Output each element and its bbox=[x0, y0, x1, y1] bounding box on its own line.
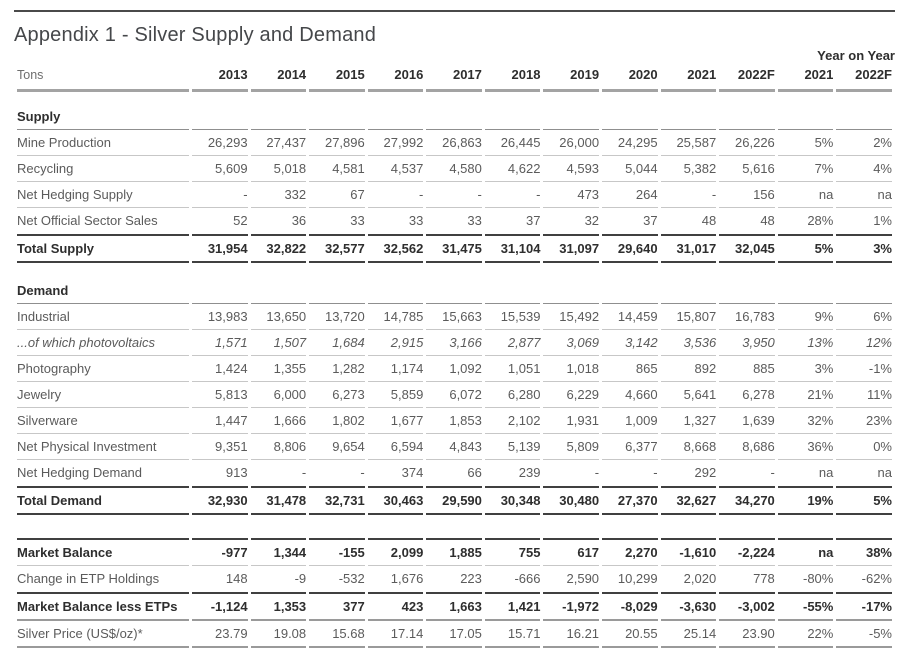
section-title: Supply bbox=[17, 103, 189, 130]
spacer-cell bbox=[17, 263, 892, 277]
value-cell: 3% bbox=[778, 356, 834, 382]
value-cell: 5,813 bbox=[192, 382, 248, 408]
value-cell: 30,480 bbox=[543, 486, 599, 515]
value-cell: 19.08 bbox=[251, 621, 307, 648]
section-header-cell bbox=[602, 103, 658, 130]
column-header-year: 2015 bbox=[309, 63, 365, 92]
value-cell: 16.21 bbox=[543, 621, 599, 648]
value-cell: 6,278 bbox=[719, 382, 775, 408]
section-header-cell bbox=[543, 277, 599, 304]
value-cell: 865 bbox=[602, 356, 658, 382]
value-cell: -55% bbox=[778, 592, 834, 621]
value-cell: -1,124 bbox=[192, 592, 248, 621]
value-cell: -532 bbox=[338, 571, 365, 586]
value-cell: 2,020 bbox=[683, 571, 717, 586]
value-cell: 15,663 bbox=[426, 304, 482, 330]
value-cell: 4,581 bbox=[309, 156, 365, 182]
value-cell: 617 bbox=[543, 538, 599, 566]
spacer-cell bbox=[17, 515, 892, 538]
value-cell: 8,668 bbox=[661, 434, 717, 460]
value-cell: 37 bbox=[526, 213, 541, 228]
value-cell: 1,571 bbox=[192, 330, 248, 356]
value-cell: 885 bbox=[719, 356, 775, 382]
value-cell: 48 bbox=[760, 213, 775, 228]
value-cell: 1,353 bbox=[251, 592, 307, 621]
table-row bbox=[17, 156, 892, 182]
value-cell: 19% bbox=[778, 486, 834, 515]
value-cell: -80% bbox=[803, 571, 834, 586]
table-row bbox=[17, 434, 892, 460]
value-cell: 31,104 bbox=[485, 234, 541, 263]
value-cell: 31,097 bbox=[543, 234, 599, 263]
value-cell: 32,627 bbox=[661, 486, 717, 515]
value-cell: -1% bbox=[836, 356, 892, 382]
value-cell: 5,809 bbox=[543, 434, 599, 460]
value-cell: 22% bbox=[778, 621, 834, 648]
value-cell: 31,017 bbox=[661, 234, 717, 263]
value-cell: 3,536 bbox=[661, 330, 717, 356]
value-cell: 5% bbox=[836, 486, 892, 515]
column-header-year: 2018 bbox=[485, 63, 541, 92]
value-cell: -3,630 bbox=[661, 592, 717, 621]
value-cell: 6,072 bbox=[426, 382, 482, 408]
column-header-year: 2019 bbox=[543, 63, 599, 92]
value-cell: -17% bbox=[836, 592, 892, 621]
value-cell: 32,562 bbox=[368, 234, 424, 263]
value-cell: 239 bbox=[518, 465, 541, 480]
value-cell: - bbox=[360, 465, 365, 480]
value-cell: 6,594 bbox=[368, 434, 424, 460]
value-cell: 1,677 bbox=[368, 408, 424, 434]
table-row bbox=[17, 208, 892, 234]
table-row bbox=[17, 182, 892, 208]
value-cell: 32,045 bbox=[719, 234, 775, 263]
spacer-row bbox=[17, 263, 892, 277]
value-cell: -9 bbox=[294, 571, 307, 586]
value-cell: 4,660 bbox=[602, 382, 658, 408]
value-cell: 25,587 bbox=[661, 130, 717, 156]
year-on-year-label: Year on Year bbox=[817, 48, 895, 63]
value-cell: 34,270 bbox=[719, 486, 775, 515]
value-cell: 23.90 bbox=[719, 621, 775, 648]
value-cell: 1,931 bbox=[543, 408, 599, 434]
column-header-year: 2020 bbox=[602, 63, 658, 92]
column-header-year: 2022F bbox=[719, 63, 775, 92]
row-label: Net Hedging Demand bbox=[17, 465, 143, 480]
value-cell: 9,351 bbox=[192, 434, 248, 460]
value-cell: 16,783 bbox=[719, 304, 775, 330]
row-label: Net Physical Investment bbox=[17, 434, 189, 460]
page-title: Appendix 1 - Silver Supply and Demand bbox=[14, 24, 377, 46]
section-header-cell bbox=[485, 277, 541, 304]
value-cell: 1,802 bbox=[309, 408, 365, 434]
value-cell: 11% bbox=[836, 382, 892, 408]
value-cell: 473 bbox=[543, 182, 599, 208]
row-label: Photography bbox=[17, 356, 189, 382]
value-cell: 36% bbox=[778, 434, 834, 460]
value-cell: 12% bbox=[836, 330, 892, 356]
value-cell: 26,000 bbox=[543, 130, 599, 156]
value-cell: 37 bbox=[643, 213, 658, 228]
value-cell: 17.05 bbox=[426, 621, 482, 648]
value-cell: - bbox=[426, 182, 482, 208]
value-cell: 30,348 bbox=[485, 486, 541, 515]
value-cell: 1,853 bbox=[426, 408, 482, 434]
section-header-cell bbox=[192, 277, 248, 304]
top-rule bbox=[14, 10, 895, 12]
table-row bbox=[17, 592, 892, 621]
value-cell: 4% bbox=[836, 156, 892, 182]
supply-demand-table bbox=[14, 63, 895, 648]
section-header-cell bbox=[251, 103, 307, 130]
value-cell: - bbox=[653, 465, 658, 480]
value-cell: 2,270 bbox=[602, 538, 658, 566]
value-cell: 5,044 bbox=[602, 156, 658, 182]
value-cell: 5,641 bbox=[661, 382, 717, 408]
column-header-year: 2014 bbox=[251, 63, 307, 92]
section-header-cell bbox=[426, 277, 482, 304]
value-cell: 1,355 bbox=[251, 356, 307, 382]
value-cell: 15.71 bbox=[485, 621, 541, 648]
row-label: Change in ETP Holdings bbox=[17, 571, 160, 586]
value-cell: 423 bbox=[368, 592, 424, 621]
section-header-cell bbox=[485, 103, 541, 130]
value-cell: 2,915 bbox=[368, 330, 424, 356]
value-cell: -2,224 bbox=[719, 538, 775, 566]
value-cell: 15.68 bbox=[309, 621, 365, 648]
value-cell: -155 bbox=[309, 538, 365, 566]
row-label: Total Supply bbox=[17, 234, 189, 263]
section-header-cell bbox=[719, 277, 775, 304]
table-row bbox=[17, 460, 892, 486]
value-cell: 30,463 bbox=[368, 486, 424, 515]
value-cell: 2,102 bbox=[485, 408, 541, 434]
value-cell: 6,280 bbox=[485, 382, 541, 408]
section-header-cell bbox=[836, 103, 892, 130]
value-cell: 52 bbox=[233, 213, 248, 228]
value-cell: 1,327 bbox=[661, 408, 717, 434]
value-cell: 778 bbox=[753, 571, 775, 586]
value-cell: 20.55 bbox=[602, 621, 658, 648]
table-row bbox=[17, 382, 892, 408]
value-cell: na bbox=[818, 465, 834, 480]
value-cell: - bbox=[661, 182, 717, 208]
column-header-year: 2022F bbox=[836, 63, 892, 92]
value-cell: - bbox=[301, 465, 307, 480]
section-title: Demand bbox=[17, 277, 189, 304]
value-cell: - bbox=[192, 182, 248, 208]
value-cell: 66 bbox=[467, 465, 482, 480]
value-cell: 1,051 bbox=[485, 356, 541, 382]
spacer-cell bbox=[17, 92, 892, 103]
row-label: Market Balance bbox=[17, 538, 189, 566]
value-cell: 31,475 bbox=[426, 234, 482, 263]
section-header-cell bbox=[251, 277, 307, 304]
value-cell: 48 bbox=[701, 213, 717, 228]
row-label: Mine Production bbox=[17, 130, 189, 156]
value-cell: 374 bbox=[401, 465, 424, 480]
value-cell: 3,950 bbox=[719, 330, 775, 356]
value-cell: 4,622 bbox=[485, 156, 541, 182]
column-header-tons: Tons bbox=[17, 63, 189, 92]
value-cell: 4,537 bbox=[368, 156, 424, 182]
value-cell: - bbox=[594, 465, 600, 480]
row-label: Recycling bbox=[17, 156, 189, 182]
row-label: Industrial bbox=[17, 304, 189, 330]
spacer-row bbox=[17, 515, 892, 538]
table-row bbox=[17, 538, 892, 566]
section-header-cell bbox=[309, 277, 365, 304]
table-row bbox=[17, 234, 892, 263]
value-cell: 9,654 bbox=[309, 434, 365, 460]
value-cell: 36 bbox=[291, 213, 307, 228]
value-cell: 1,447 bbox=[192, 408, 248, 434]
value-cell: 1,344 bbox=[251, 538, 307, 566]
value-cell: 25.14 bbox=[661, 621, 717, 648]
table-row bbox=[17, 304, 892, 330]
value-cell: -3,002 bbox=[719, 592, 775, 621]
value-cell: 148 bbox=[225, 571, 248, 586]
table-row bbox=[17, 356, 892, 382]
value-cell: 4,593 bbox=[543, 156, 599, 182]
value-cell: 5,859 bbox=[368, 382, 424, 408]
value-cell: 23.79 bbox=[192, 621, 248, 648]
value-cell: -666 bbox=[514, 571, 541, 586]
value-cell: 5,018 bbox=[251, 156, 307, 182]
value-cell: 33 bbox=[408, 213, 424, 228]
value-cell: - bbox=[485, 182, 541, 208]
table-row bbox=[17, 130, 892, 156]
value-cell: 1,424 bbox=[192, 356, 248, 382]
value-cell: -1,972 bbox=[543, 592, 599, 621]
value-cell: 2,877 bbox=[485, 330, 541, 356]
value-cell: 223 bbox=[460, 571, 482, 586]
column-header-year: 2021 bbox=[661, 63, 717, 92]
value-cell: 14,785 bbox=[368, 304, 424, 330]
row-label: Silverware bbox=[17, 408, 189, 434]
value-cell: 1,676 bbox=[390, 571, 424, 586]
value-cell: 1,666 bbox=[251, 408, 307, 434]
section-header-cell bbox=[368, 103, 424, 130]
section-header-cell bbox=[778, 103, 834, 130]
row-label: ...of which photovoltaics bbox=[17, 330, 189, 356]
value-cell: 1,282 bbox=[309, 356, 365, 382]
value-cell: 0% bbox=[836, 434, 892, 460]
value-cell: 1,639 bbox=[719, 408, 775, 434]
value-cell: 5,616 bbox=[719, 156, 775, 182]
table-body bbox=[17, 92, 892, 648]
value-cell: 755 bbox=[485, 538, 541, 566]
value-cell: 27,370 bbox=[602, 486, 658, 515]
value-cell: 1,174 bbox=[368, 356, 424, 382]
column-header-year: 2021 bbox=[778, 63, 834, 92]
row-label: Net Hedging Supply bbox=[17, 182, 189, 208]
section-header-cell bbox=[602, 277, 658, 304]
value-cell: 29,590 bbox=[426, 486, 482, 515]
value-cell: 156 bbox=[719, 182, 775, 208]
value-cell: 14,459 bbox=[602, 304, 658, 330]
column-header-year: 2017 bbox=[426, 63, 482, 92]
column-header-year: 2013 bbox=[192, 63, 248, 92]
value-cell: 2,590 bbox=[566, 571, 600, 586]
value-cell: 1,018 bbox=[543, 356, 599, 382]
value-cell: 27,437 bbox=[251, 130, 307, 156]
value-cell: -1,610 bbox=[661, 538, 717, 566]
value-cell: 26,293 bbox=[192, 130, 248, 156]
value-cell: 13,720 bbox=[309, 304, 365, 330]
value-cell: 15,492 bbox=[543, 304, 599, 330]
value-cell: - bbox=[368, 182, 424, 208]
value-cell: 3% bbox=[836, 234, 892, 263]
value-cell: 4,580 bbox=[426, 156, 482, 182]
value-cell: 6,000 bbox=[251, 382, 307, 408]
value-cell: 67 bbox=[309, 182, 365, 208]
row-label: Silver Price (US$/oz)* bbox=[17, 621, 189, 648]
table-row bbox=[17, 330, 892, 356]
section-header-cell bbox=[778, 277, 834, 304]
value-cell: na bbox=[877, 465, 892, 480]
value-cell: 29,640 bbox=[602, 234, 658, 263]
value-cell: 6% bbox=[836, 304, 892, 330]
value-cell: 9% bbox=[778, 304, 834, 330]
column-header-row bbox=[17, 63, 892, 92]
value-cell: 4,843 bbox=[426, 434, 482, 460]
value-cell: 27,896 bbox=[309, 130, 365, 156]
value-cell: 1,684 bbox=[309, 330, 365, 356]
value-cell: 23% bbox=[836, 408, 892, 434]
value-cell: 8,686 bbox=[719, 434, 775, 460]
value-cell: 7% bbox=[778, 156, 834, 182]
value-cell: 1,009 bbox=[602, 408, 658, 434]
value-cell: 13% bbox=[778, 330, 834, 356]
value-cell: 31,478 bbox=[251, 486, 307, 515]
row-label: Total Demand bbox=[17, 486, 189, 515]
value-cell: 3,166 bbox=[426, 330, 482, 356]
section-header-row bbox=[17, 277, 892, 304]
value-cell: 32,930 bbox=[192, 486, 248, 515]
table-row bbox=[17, 566, 892, 592]
section-header-cell bbox=[309, 103, 365, 130]
value-cell: 5,382 bbox=[661, 156, 717, 182]
value-cell: 5,609 bbox=[192, 156, 248, 182]
section-header-cell bbox=[543, 103, 599, 130]
value-cell: - bbox=[770, 465, 775, 480]
value-cell: 24,295 bbox=[602, 130, 658, 156]
value-cell: 892 bbox=[661, 356, 717, 382]
value-cell: 2% bbox=[836, 130, 892, 156]
section-header-cell bbox=[836, 277, 892, 304]
value-cell: 10,299 bbox=[617, 571, 658, 586]
value-cell: na bbox=[836, 182, 892, 208]
section-header-cell bbox=[719, 103, 775, 130]
table-row bbox=[17, 621, 892, 648]
value-cell: 332 bbox=[251, 182, 307, 208]
value-cell: 32,822 bbox=[251, 234, 307, 263]
value-cell: 5% bbox=[778, 234, 834, 263]
value-cell: 5% bbox=[778, 130, 834, 156]
row-label: Net Official Sector Sales bbox=[17, 213, 158, 228]
section-header-cell bbox=[661, 103, 717, 130]
value-cell: 27,992 bbox=[368, 130, 424, 156]
value-cell: 1,885 bbox=[426, 538, 482, 566]
value-cell: 13,650 bbox=[251, 304, 307, 330]
value-cell: 28% bbox=[807, 213, 834, 228]
value-cell: 377 bbox=[309, 592, 365, 621]
table-header bbox=[17, 63, 892, 92]
value-cell: 3,069 bbox=[543, 330, 599, 356]
value-cell: 21% bbox=[778, 382, 834, 408]
table-row bbox=[17, 486, 892, 515]
value-cell: 38% bbox=[836, 538, 892, 566]
value-cell: 33 bbox=[350, 213, 365, 228]
section-header-cell bbox=[426, 103, 482, 130]
value-cell: 32% bbox=[778, 408, 834, 434]
table-row bbox=[17, 408, 892, 434]
value-cell: 26,445 bbox=[485, 130, 541, 156]
value-cell: 6,273 bbox=[309, 382, 365, 408]
value-cell: na bbox=[778, 182, 834, 208]
value-cell: 1,092 bbox=[426, 356, 482, 382]
value-cell: 292 bbox=[694, 465, 717, 480]
value-cell: 26,226 bbox=[719, 130, 775, 156]
column-header-year: 2016 bbox=[368, 63, 424, 92]
section-header-cell bbox=[368, 277, 424, 304]
section-header-cell bbox=[192, 103, 248, 130]
section-header-cell bbox=[661, 277, 717, 304]
value-cell: 6,377 bbox=[602, 434, 658, 460]
value-cell: 33 bbox=[467, 213, 482, 228]
value-cell: -8,029 bbox=[602, 592, 658, 621]
value-cell: 1% bbox=[873, 213, 892, 228]
value-cell: 1,421 bbox=[485, 592, 541, 621]
section-header-row bbox=[17, 103, 892, 130]
value-cell: 15,539 bbox=[485, 304, 541, 330]
value-cell: 26,863 bbox=[426, 130, 482, 156]
value-cell: 32,577 bbox=[309, 234, 365, 263]
value-cell: 5,139 bbox=[485, 434, 541, 460]
value-cell: -5% bbox=[836, 621, 892, 648]
value-cell: 31,954 bbox=[192, 234, 248, 263]
value-cell: 32,731 bbox=[309, 486, 365, 515]
value-cell: 1,663 bbox=[426, 592, 482, 621]
spacer-row bbox=[17, 92, 892, 103]
value-cell: 913 bbox=[225, 465, 248, 480]
value-cell: -62% bbox=[861, 571, 892, 586]
value-cell: -977 bbox=[192, 538, 248, 566]
row-label: Jewelry bbox=[17, 382, 189, 408]
value-cell: na bbox=[778, 538, 834, 566]
value-cell: 2,099 bbox=[368, 538, 424, 566]
value-cell: 1,507 bbox=[251, 330, 307, 356]
value-cell: 32 bbox=[584, 213, 600, 228]
value-cell: 17.14 bbox=[368, 621, 424, 648]
row-label: Market Balance less ETPs bbox=[17, 592, 189, 621]
value-cell: 6,229 bbox=[543, 382, 599, 408]
value-cell: 13,983 bbox=[192, 304, 248, 330]
value-cell: 3,142 bbox=[602, 330, 658, 356]
value-cell: 15,807 bbox=[661, 304, 717, 330]
value-cell: 264 bbox=[602, 182, 658, 208]
value-cell: 8,806 bbox=[251, 434, 307, 460]
